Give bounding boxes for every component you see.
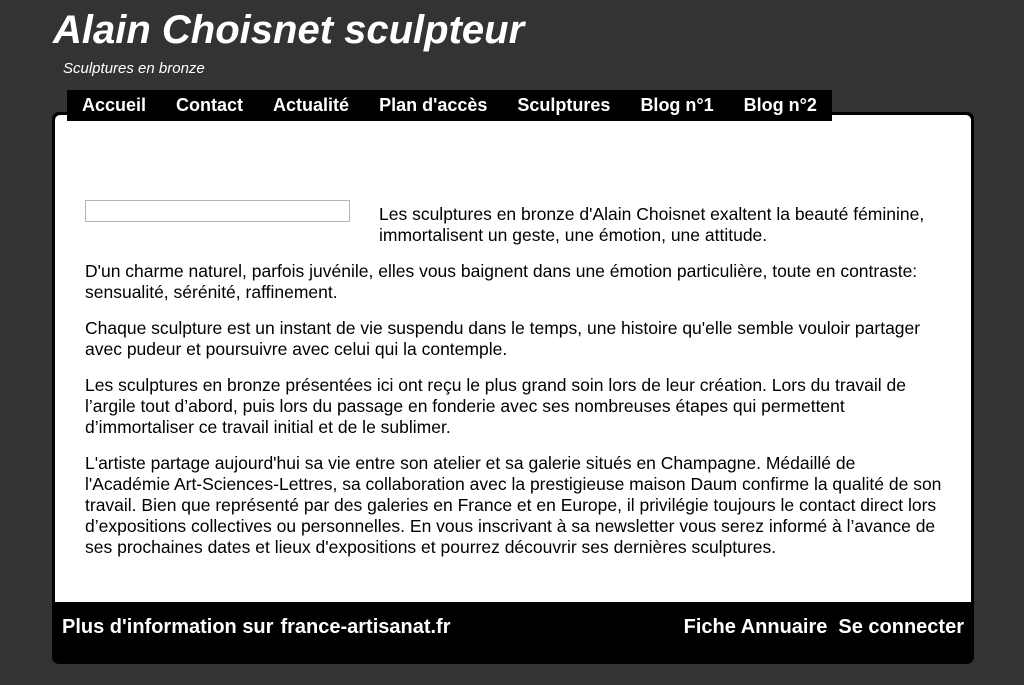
nav-item-contact[interactable]: Contact <box>176 95 244 115</box>
body-paragraph-3: Les sculptures en bronze présentées ici ont reçu le plus grand soin lors de leur création. Lors du travail de l’argile tout d’abord, puis lors du passage en fonderie avec ses nombreuses étapes qui permettent d’immortaliser ce travail initial et de le sublimer. <box>85 375 907 437</box>
footer-info-link[interactable]: france-artisanat.fr <box>280 616 451 638</box>
nav-item-accueil[interactable]: Accueil <box>82 95 147 115</box>
intro-paragraph: Les sculptures en bronze d'Alain Choisnet exaltent la beauté féminine, immortalisent un geste, une émotion, une attitude. <box>379 204 925 245</box>
site-title[interactable]: Alain Choisnet sculpteur <box>53 8 525 52</box>
nav-item-blog-2[interactable]: Blog n°2 <box>743 95 817 115</box>
body-paragraph-1: D'un charme naturel, parfois juvénile, elles vous baignent dans une émotion particulière, toute en contraste: sensualité, sérénité, raffinement. <box>85 261 918 302</box>
footer-info-text: Plus d'information sur <box>62 616 274 638</box>
body-paragraph-2: Chaque sculpture est un instant de vie suspendu dans le temps, une histoire qu'elle semble vouloir partager avec pudeur et poursuivre avec celui qui la contemple. <box>85 318 921 359</box>
site-subtitle: Sculptures en bronze <box>63 60 205 77</box>
nav-item-actualite[interactable]: Actualité <box>273 95 350 115</box>
footer-info <box>62 615 451 639</box>
sculpture-image-placeholder <box>85 200 350 222</box>
main-navigation <box>67 90 832 121</box>
footer-links <box>673 615 964 639</box>
nav-item-blog-1[interactable]: Blog n°1 <box>640 95 714 115</box>
fiche-annuaire-link[interactable]: Fiche Annuaire <box>683 616 828 638</box>
nav-item-sculptures[interactable]: Sculptures <box>517 95 611 115</box>
nav-item-plan-acces[interactable]: Plan d'accès <box>379 95 488 115</box>
body-paragraph-4: L'artiste partage aujourd'hui sa vie entre son atelier et sa galerie situés en Champagne. Médaillé de l'Académie Art-Sciences-Lettres, sa collaboration avec la prestigieuse maison Daum confirme la qualité de son travail. Bien que représenté par des galeries en France et en Europe, il privilégie toujours le contact direct lors d’expositions collectives ou personnelles. En vous inscrivant à sa newsletter vous serez informé à l’avance de ses prochaines dates et lieux d'expositions et pourrez découvrir ses dernières sculptures. <box>85 453 942 557</box>
se-connecter-link[interactable]: Se connecter <box>838 616 964 638</box>
